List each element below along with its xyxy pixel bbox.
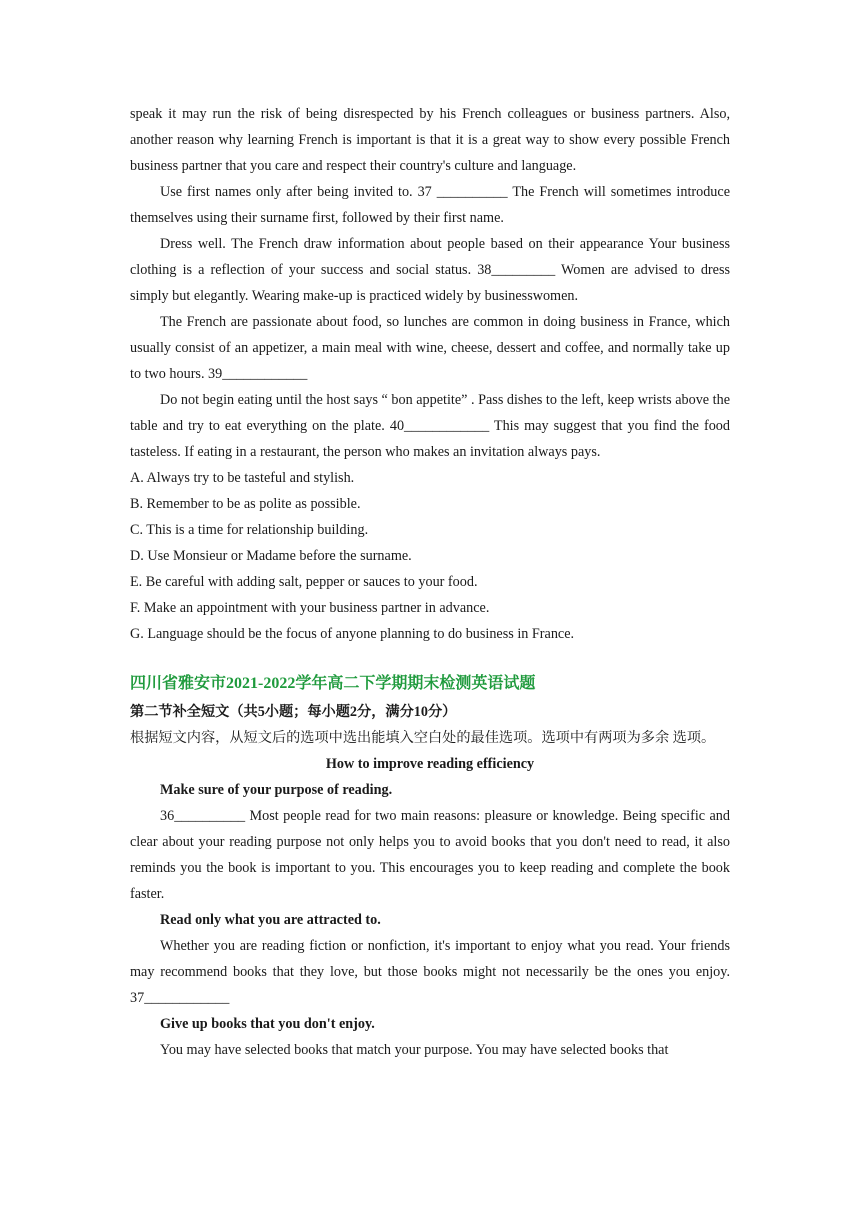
paragraph-purpose: 36__________ Most people read for two main reasons: pleasure or knowledge. Being specific and clear about your reading purpose not only helps you to avoid books that you don't need to read, it also reminds you the book is important to you. This encourages you to keep reading and complete the book faster. <box>130 808 730 902</box>
option-b: B. Remember to be as polite as possible. <box>130 496 361 512</box>
option-g: G. Language should be the focus of anyone planning to do business in France. <box>130 626 575 642</box>
subheading-give-up: Give up books that you don't enjoy. <box>160 1016 375 1032</box>
paragraph-first-names: Use first names only after being invited to. 37 __________ The French will sometimes introduce themselves using their surname first, followed by their first name. <box>130 184 730 226</box>
paragraph-attracted: Whether you are reading fiction or nonfiction, it's important to enjoy what you read. Your friends may recommend books that they love, but those books might not necessarily be the ones you enjoy. 37____________ <box>130 938 730 1006</box>
section-heading: 第二节补全短文（共5小题；每小题2分，满分10分） <box>130 704 457 720</box>
subheading-purpose: Make sure of your purpose of reading. <box>160 782 393 798</box>
paragraph-dress-well: Dress well. The French draw information about people based on their appearance Your business clothing is a reflection of your success and social status. 38_________ Women are advised to dress simply but elegantly. Wearing make-up is practiced widely by businesswomen. <box>130 236 730 304</box>
instructions: 根据短文内容，从短文后的选项中选出能填入空白处的最佳选项。选项中有两项为多余 选项。 <box>130 730 716 746</box>
paragraph-eating: Do not begin eating until the host says “ bon appetite” . Pass dishes to the left, keep wrists above the table and try to eat everything on the plate. 40____________ This may suggest that you find the food tasteless. If eating in a restaurant, the person who makes an invitation always pays. <box>130 392 730 460</box>
subheading-attracted: Read only what you are attracted to. <box>160 912 381 928</box>
option-f: F. Make an appointment with your business partner in advance. <box>130 600 490 616</box>
option-e: E. Be careful with adding salt, pepper or sauces to your food. <box>130 574 478 590</box>
paragraph-give-up: You may have selected books that match your purpose. You may have selected books that <box>160 1042 669 1058</box>
option-c: C. This is a time for relationship building. <box>130 522 369 538</box>
paragraph-food: The French are passionate about food, so lunches are common in doing business in France, which usually consist of an appetizer, a main meal with wine, cheese, dessert and coffee, and normally take up to two hours. 39____________ <box>130 314 730 382</box>
source-heading: 四川省雅安市2021-2022学年高二下学期期末检测英语试题 <box>130 675 536 692</box>
passage-title: How to improve reading efficiency <box>325 756 535 772</box>
option-a: A. Always try to be tasteful and stylish. <box>130 470 355 486</box>
paragraph-intro: speak it may run the risk of being disrespected by his French colleagues or business partners. Also, another reason why learning French is important is that it is a great way to show every possible French business partner that you care and respect their country's culture and language. <box>130 106 730 174</box>
option-d: D. Use Monsieur or Madame before the surname. <box>130 548 412 564</box>
document-page <box>130 101 730 1063</box>
section-spacer <box>130 647 730 668</box>
